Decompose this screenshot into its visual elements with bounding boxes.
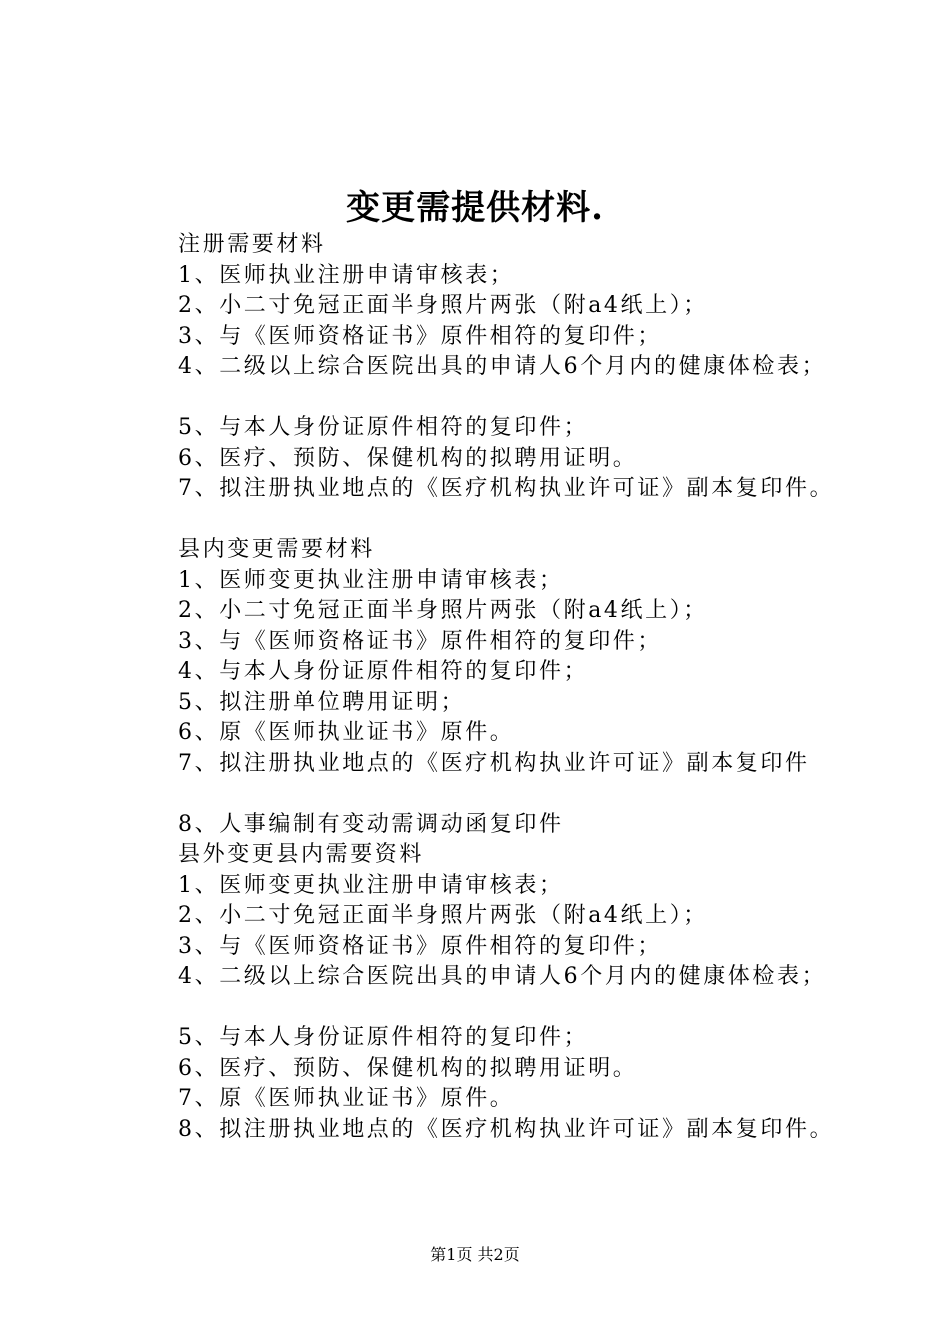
list-item: 3、与《医师资格证书》原件相符的复印件； [178, 933, 662, 959]
blank-line [178, 505, 938, 536]
blank-line [178, 779, 938, 810]
list-item: 3、与《医师资格证书》原件相符的复印件； [178, 323, 662, 349]
list-item: 5、与本人身份证原件相符的复印件； [178, 1025, 589, 1050]
list-item: 4、二级以上综合医院出具的申请人6个月内的健康体检表； [178, 354, 827, 379]
list-item: 4、与本人身份证原件相符的复印件； [178, 659, 589, 684]
list-item: 2、小二寸免冠正面半身照片两张（附a4纸上）； [178, 598, 708, 623]
list-item: 7、拟注册执业地点的《医疗机构执业许可证》副本复印件 [178, 750, 810, 776]
list-item: 1、医师变更执业注册申请审核表； [178, 567, 564, 593]
list-item: 8、人事编制有变动需调动函复印件 [178, 811, 564, 837]
list-item: 5、拟注册单位聘用证明； [178, 689, 466, 715]
section-heading-out-of-county-change: 县外变更县内需要资料 [178, 842, 425, 867]
list-item: 7、拟注册执业地点的《医疗机构执业许可证》副本复印件。 [178, 476, 835, 501]
list-item: 6、医疗、预防、保健机构的拟聘用证明。 [178, 445, 638, 471]
section-heading-registration: 注册需要材料 [178, 232, 326, 257]
list-item: 4、二级以上综合医院出具的申请人6个月内的健康体检表； [178, 964, 827, 989]
list-item: 1、医师变更执业注册申请审核表； [178, 872, 564, 898]
list-item: 8、拟注册执业地点的《医疗机构执业许可证》副本复印件。 [178, 1116, 835, 1142]
list-item: 5、与本人身份证原件相符的复印件； [178, 415, 589, 440]
page-footer: 第1页 共2页 [430, 1245, 520, 1264]
blank-line [178, 383, 938, 414]
document-body [178, 230, 938, 1145]
list-item: 6、医疗、预防、保健机构的拟聘用证明。 [178, 1055, 638, 1081]
list-item: 2、小二寸免冠正面半身照片两张（附a4纸上）； [178, 903, 708, 928]
list-item: 1、医师执业注册申请审核表； [178, 262, 515, 288]
list-item: 7、原《医师执业证书》原件。 [178, 1086, 515, 1111]
list-item: 6、原《医师执业证书》原件。 [178, 720, 515, 745]
section-heading-county-change: 县内变更需要材料 [178, 537, 375, 562]
page-title: 变更需提供材料. [346, 188, 604, 228]
list-item: 2、小二寸免冠正面半身照片两张（附a4纸上）； [178, 293, 708, 318]
list-item: 3、与《医师资格证书》原件相符的复印件； [178, 628, 662, 654]
blank-line [178, 993, 938, 1024]
